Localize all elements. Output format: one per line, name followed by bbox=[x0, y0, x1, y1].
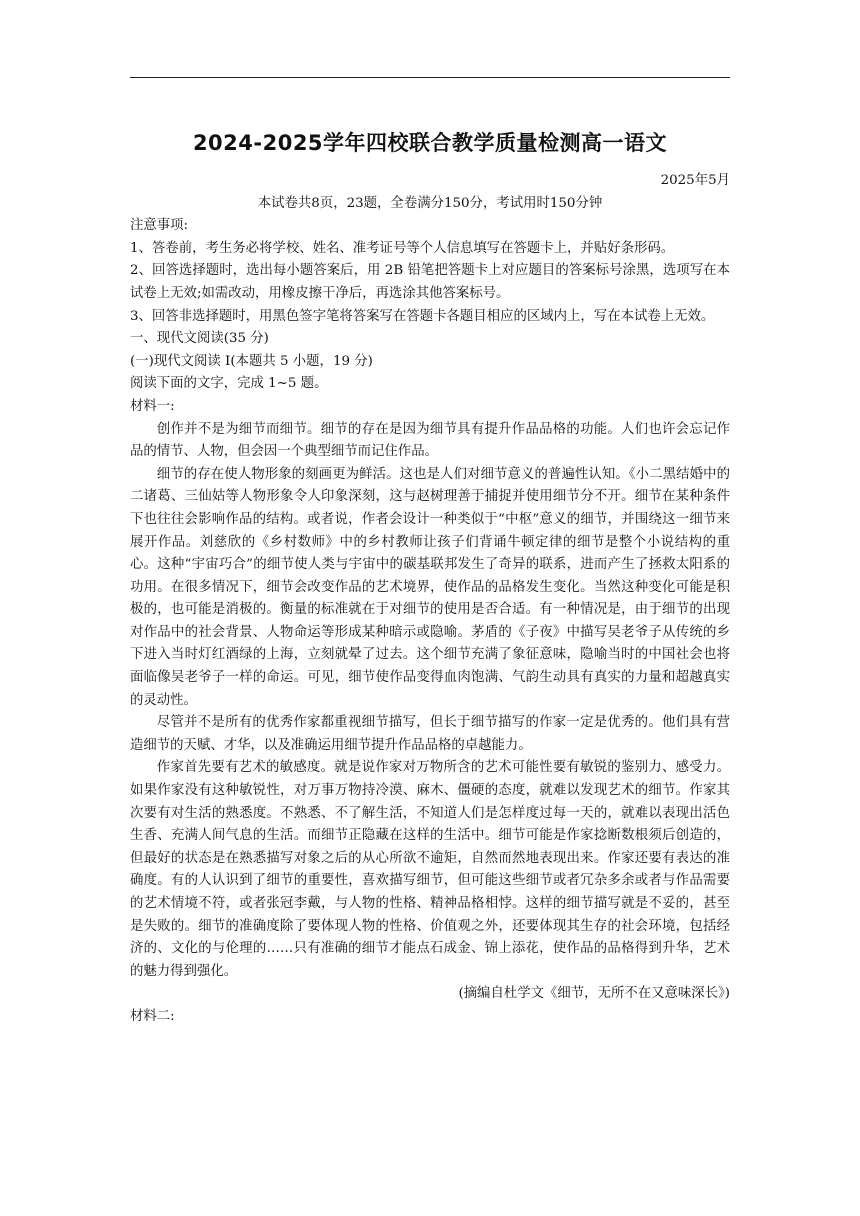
subsection-heading: (一)现代文阅读 I(本题共 5 小题，19 分) bbox=[130, 353, 373, 369]
paragraph-1: 创作并不是为细节而细节。细节的存在是因为细节具有提升作品品格的功能。人们也许会忘记作品的情节、人物，但会因一个典型细节而记住作品。 bbox=[130, 421, 730, 460]
header-rule bbox=[130, 77, 730, 78]
exam-title: 2024-2025学年四校联合教学质量检测高一语文 bbox=[192, 131, 668, 155]
paragraph-2: 细节的存在使人物形象的刻画更为鲜活。这也是人们对细节意义的普遍性认知。《小二黑结婚中的二诸葛、三仙姑等人物形象令人印象深刻，这与赵树理善于捕捉并使用细节分不开。细节在某种条件下也往往会影响作品的结构。或者说，作者会设计一种类似于“中枢”意义的细节，并围绕这一细节来展开作品。刘慈欣的《乡村数师》中的乡村教师让孩子们背诵牛顿定律的细节是整个小说结构的重心。这种“宇宙巧合”的细节使人类与宇宙中的碳基联邦发生了奇异的联系，进而产生了拯救太阳系的功用。在很多情况下，细节会改变作品的艺术境界，使作品的品格发生变化。当然这种变化可能是积极的，也可能是消极的。衡量的标准就在于对细节的使用是否合适。有一种情况是，由于细节的出现对作品中的社会背景、人物命运等形成某种暗示或隐喻。茅盾的《子夜》中描写吴老爷子从传统的乡下进入当时灯红酒绿的上海，立刻就晕了过去。这个细节充满了象征意味，隐喻当时的中国社会也将面临像吴老爷子一样的命运。可见，细节使作品变得血肉饱满、气韵生动具有真实的力量和超越真实的灵动性。 bbox=[130, 466, 730, 708]
document-body bbox=[130, 128, 730, 1029]
notice-item-2: 2、回答选择题时，选出每小题答案后，用 2B 铅笔把答题卡上对应题目的答案标号涂黑，选项写在本试卷上无效;如需改动，用橡皮擦干净后，再选涂其他答案标号。 bbox=[130, 263, 730, 301]
exam-info: 本试卷共8页，23题，全卷满分150分，考试用时150分钟 bbox=[257, 195, 603, 211]
section-heading: 一、现代文阅读(35 分) bbox=[130, 331, 269, 347]
paragraph-4: 作家首先要有艺术的敏感度。就是说作家对万物所含的艺术可能性要有敏锐的鉴别力、感受力。如果作家没有这种敏锐性，对万事万物持冷漠、麻木、僵硬的态度，就难以发现艺术的细节。作家其次要有对生活的熟悉度。不熟悉、不了解生活，不知道人们是怎样度过每一天的，就难以表现出活色生香、充满人间气息的生活。而细节正隐藏在这样的生活中。细节可能是作家捻断数根须后创造的，但最好的状态是在熟悉描写对象之后的从心所欲不逾矩，自然而然地表现出来。作家还要有表达的准确度。有的人认识到了细节的重要性，喜欢描写细节，但可能这些细节或者冗杂多余或者与作品需要的艺术情境不符，或者张冠李戴，与人物的性格、精神品格相悖。这样的细节描写就是不妥的，甚至是失败的。细节的准确度除了要体现人物的性格、价值观之外，还要体现其生存的社会环境，包括经济的、文化的与伦理的……只有准确的细节才能点石成金、锦上添花，使作品的品格得到升华，艺术的魅力得到强化。 bbox=[130, 760, 730, 979]
source-citation: (摘编自杜学文《细节，无所不在又意味深长》) bbox=[458, 986, 730, 1002]
notice-item-3: 3、回答非选择题时，用黑色签字笔将答案写在答题卡各题目相应的区域内上，写在本试卷上无效。 bbox=[130, 308, 715, 324]
exam-date: 2025年5月 bbox=[660, 173, 730, 188]
notice-item-1: 1、答卷前，考生务必将学校、姓名、准考证号等个人信息填写在答题卡上，并贴好条形码。 bbox=[130, 240, 675, 256]
material-two-label: 材料二: bbox=[130, 1008, 175, 1024]
reading-instruction: 阅读下面的文字，完成 1~5 题。 bbox=[130, 376, 328, 392]
paragraph-3: 尽管并不是所有的优秀作家都重视细节描写，但长于细节描写的作家一定是优秀的。他们具有营造细节的天赋、才华，以及准确运用细节提升作品品格的卓越能力。 bbox=[130, 715, 730, 753]
material-one-label: 材料一: bbox=[130, 398, 175, 414]
notice-heading: 注意事项: bbox=[130, 218, 189, 234]
